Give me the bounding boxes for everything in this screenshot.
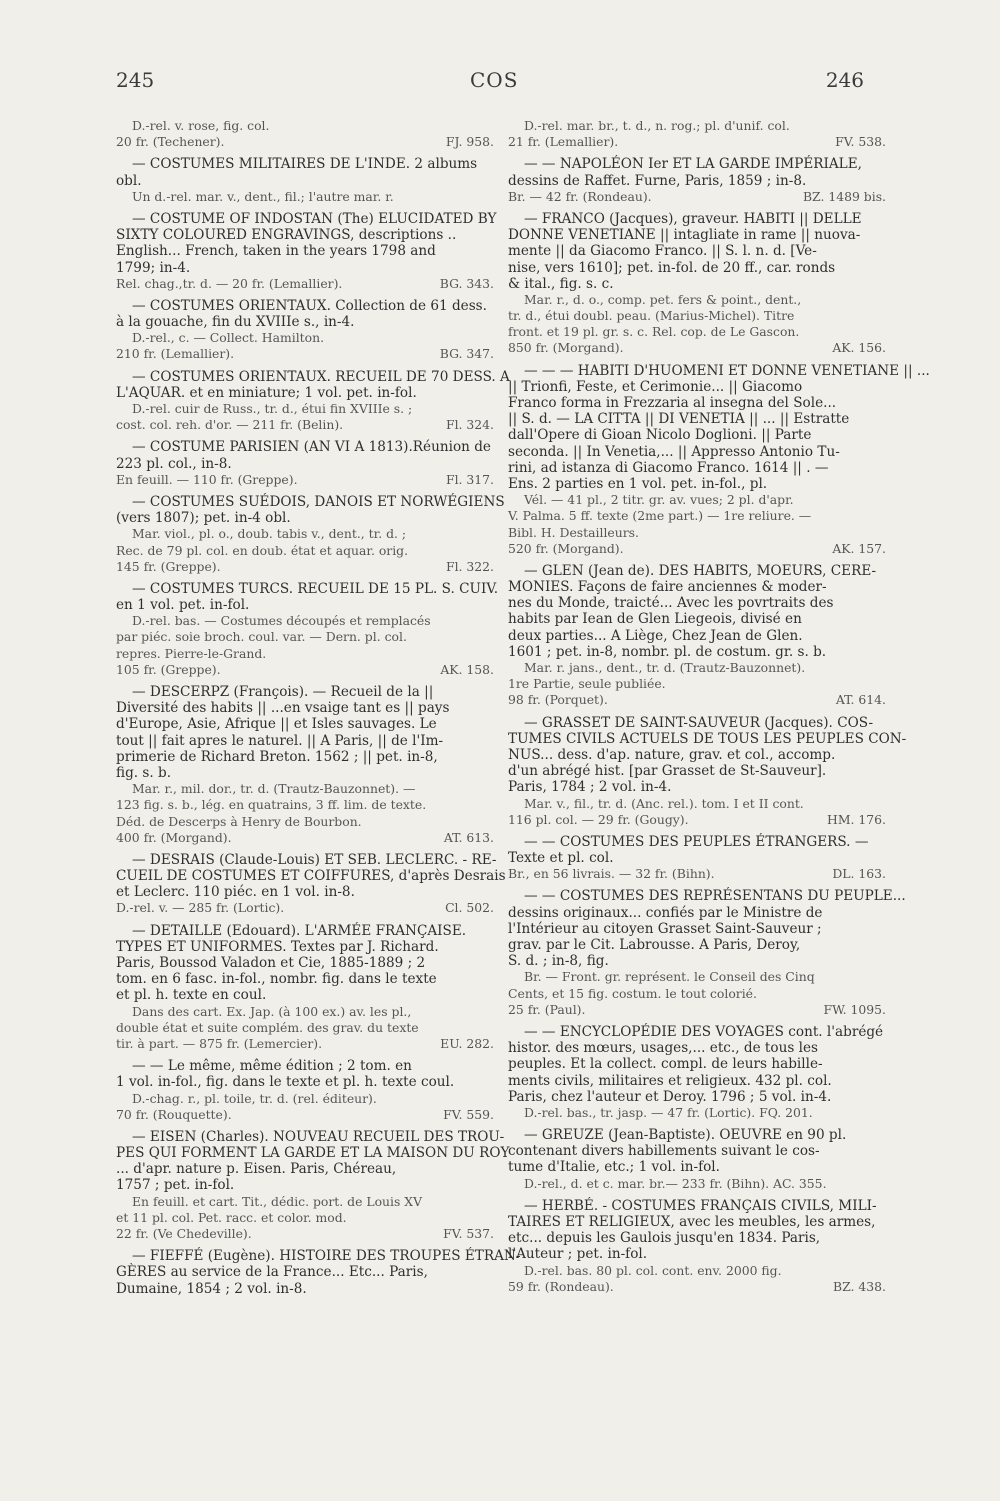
text-line: l'Auteur ; pet. in-fol. <box>508 1246 648 1263</box>
price-line <box>508 189 886 205</box>
price-line <box>508 340 886 356</box>
text-line: En feuill. et cart. Tit., dédic. port. de Louis XV <box>132 1193 423 1209</box>
text-line: D.-rel. bas. 80 pl. col. cont. env. 2000 fig. <box>524 1262 782 1278</box>
text-line: Br. — Front. gr. représent. le Conseil des Cinq <box>524 969 815 985</box>
text-line: TAIRES ET RELIGIEUX, avec les meubles, les armes, <box>508 1214 876 1230</box>
text-line: dall'Opere di Gioan Nicolo Doglioni. || Parte <box>508 427 812 444</box>
price-text: 145 fr. (Greppe). <box>116 558 221 574</box>
text-line: — — — HABITI D'HUOMENI ET DONNE VENETIANE || ... <box>524 362 930 379</box>
price-line <box>116 1226 494 1242</box>
text-line: D.-rel. mar. br., t. d., n. rog.; pl. d'unif. col. <box>524 118 790 133</box>
text-line: || S. d. — LA CITTA || DI VENETIA || ... || Estratte <box>508 411 850 428</box>
price-line <box>508 1002 886 1018</box>
price-line <box>116 559 494 575</box>
catalog-ref: BG. 347. <box>439 346 494 362</box>
text-line: 1re Partie, seule publiée. <box>508 676 666 692</box>
price-line <box>116 417 494 433</box>
text-line: et Leclerc. 110 piéc. en 1 vol. in-8. <box>116 884 355 901</box>
price-text: 22 fr. (Ve Chedeville). <box>116 1226 252 1241</box>
price-text: 210 fr. (Lemallier). <box>116 346 235 362</box>
text-line: S. d. ; in-8, fig. <box>508 953 609 970</box>
text-line: MONIES. Façons de faire anciennes & moder- <box>508 579 827 596</box>
text-line: D.-rel. cuir de Russ., tr. d., étui fin XVIIIe s. ; <box>132 401 413 416</box>
catalog-ref: AK. 158. <box>440 661 494 677</box>
text-line: D.-rel. bas., tr. jasp. — 47 fr. (Lortic). FQ. 201. <box>524 1104 813 1120</box>
text-line: D.-rel., c. — Collect. Hamilton. <box>132 330 325 346</box>
price-line <box>116 472 494 488</box>
text-line: SIXTY COLOURED ENGRAVINGS, descriptions .. <box>116 227 457 244</box>
text-line: — COSTUMES MILITAIRES DE L'INDE. 2 albums <box>132 156 478 173</box>
catalog-ref: BZ. 438. <box>833 1278 886 1294</box>
text-line: 223 pl. col., in-8. <box>116 455 232 472</box>
text-line: 1601 ; pet. in-8, nombr. pl. de costum. gr. s. b. <box>508 643 827 660</box>
catalog-ref: FV. 538. <box>835 134 886 150</box>
text-line: D.-rel. bas. — Costumes découpés et remplacés <box>132 613 431 629</box>
catalog-ref: EU. 282. <box>440 1035 494 1051</box>
text-line: — EISEN (Charles). NOUVEAU RECUEIL DES TROU- <box>132 1128 505 1145</box>
text-line: nise, vers 1610]; pet. in-fol. de 20 ff., car. ronds <box>508 259 836 276</box>
left-column <box>116 118 521 1297</box>
price-text: 116 pl. col. — 29 fr. (Gougy). <box>508 811 689 827</box>
text-line: TUMES CIVILS ACTUELS DE TOUS LES PEUPLES CON- <box>508 730 907 747</box>
catalog-ref: FJ. 958. <box>445 134 494 150</box>
text-line: — DESRAIS (Claude-Louis) ET SEB. LECLERC. - RE- <box>132 851 497 868</box>
text-line: GÈRES au service de la France... Etc... Paris, <box>116 1264 428 1281</box>
price-line <box>116 346 494 362</box>
text-line: Mar. viol., pl. o., doub. tabis v., dent., tr. d. ; <box>132 526 407 542</box>
text-line: (vers 1807); pet. in-4 obl. <box>116 510 291 527</box>
price-text: D.-rel. v. — 285 fr. (Lortic). <box>116 900 285 916</box>
catalog-ref: AT. 613. <box>443 829 494 845</box>
price-text: 59 fr. (Rondeau). <box>508 1278 614 1294</box>
text-line: et 11 pl. col. Pet. racc. et color. mod. <box>116 1209 347 1225</box>
price-line <box>508 541 886 557</box>
price-text: 105 fr. (Greppe). <box>116 661 221 677</box>
text-line: — — Le même, même édition ; 2 tom. en <box>132 1058 412 1075</box>
price-text: 400 fr. (Morgand). <box>116 829 232 845</box>
text-line: TYPES ET UNIFORMES. Textes par J. Richard. <box>116 938 439 955</box>
text-line: Cents, et 15 fig. costum. le tout colorié. <box>508 985 757 1001</box>
text-line: dessins de Raffet. Furne, Paris, 1859 ; in-8. <box>508 172 807 189</box>
text-line: Texte et pl. col. <box>508 850 614 867</box>
catalog-ref: FW. 1095. <box>823 1001 886 1017</box>
price-line <box>116 1107 494 1123</box>
price-line <box>508 812 886 828</box>
text-line: tr. d., étui doubl. peau. (Marius-Michel). Titre <box>508 308 795 324</box>
text-line: d'un abrégé hist. [par Grasset de St-Sauveur]. <box>508 763 827 780</box>
price-line <box>508 1279 886 1295</box>
text-line: etc... depuis les Gaulois jusqu'en 1834. Paris, <box>508 1230 821 1247</box>
text-line: front. et 19 pl. gr. s. c. Rel. cop. de Le Gascon. <box>508 324 800 340</box>
text-line: ments civils, militaires et religieux. 432 pl. col. <box>508 1072 832 1089</box>
catalog-ref: BG. 343. <box>439 275 494 291</box>
text-line: rini, ad istanza di Giacomo Franco. 1614 || . — <box>508 459 829 476</box>
text-line: — FRANCO (Jacques), graveur. HABITI || DELLE <box>524 210 862 227</box>
catalog-ref: BZ. 1489 bis. <box>802 188 886 204</box>
catalog-ref: Fl. 322. <box>445 558 494 574</box>
text-line: Paris, Boussod Valadon et Cie, 1885-1889 ; 2 <box>116 955 426 971</box>
text-line: seconda. || In Venetia,... || Appresso Antonio Tu- <box>508 443 840 460</box>
price-text: 520 fr. (Morgand). <box>508 540 624 556</box>
text-line: — DETAILLE (Edouard). L'ARMÉE FRANÇAISE. <box>132 922 467 939</box>
running-title: COS <box>470 68 519 92</box>
text-line: Bibl. H. Destailleurs. <box>508 524 639 540</box>
price-text: Br., en 56 livrais. — 32 fr. (Bihn). <box>508 866 715 882</box>
text-line: 123 fig. s. b., lég. en quatrains, 3 ff. lim. de texte. <box>116 797 427 813</box>
text-line: ... d'apr. nature p. Eisen. Paris, Chéreau, <box>116 1161 397 1178</box>
text-line: — COSTUMES TURCS. RECUEIL DE 15 PL. S. CUIV. <box>132 580 499 597</box>
text-line: habits par Iean de Glen Liegeois, divisé en <box>508 611 802 628</box>
text-line: mente || da Giacomo Franco. || S. l. n. d. [Ve- <box>508 243 817 260</box>
price-line <box>116 830 494 846</box>
text-line: Dumaine, 1854 ; 2 vol. in-8. <box>116 1280 307 1297</box>
text-line: obl. <box>116 172 142 189</box>
text-line: CUEIL DE COSTUMES ET COIFFURES, d'après Desrais <box>116 868 506 885</box>
text-line: — COSTUME PARISIEN (AN VI A 1813).Réunion de <box>132 439 491 456</box>
price-text: En feuill. — 110 fr. (Greppe). <box>116 471 298 487</box>
text-line: D.-chag. r., pl. toile, tr. d. (rel. éditeur). <box>132 1090 377 1106</box>
text-line: 1757 ; pet. in-fol. <box>116 1177 235 1194</box>
text-line: Déd. de Descerps à Henry de Bourbon. <box>116 813 362 829</box>
catalog-ref: FV. 537. <box>443 1226 494 1241</box>
catalog-ref: AT. 614. <box>835 692 886 708</box>
price-line <box>508 134 886 150</box>
catalog-ref: DL. 163. <box>832 866 886 882</box>
price-line <box>116 900 494 916</box>
price-line <box>508 692 886 708</box>
text-line: & ital., fig. s. c. <box>508 275 614 292</box>
text-line: Paris, chez l'auteur et Deroy. 1796 ; 5 vol. in-4. <box>508 1088 832 1105</box>
catalog-ref: HM. 176. <box>827 811 886 827</box>
text-line: — HERBÉ. - COSTUMES FRANÇAIS CIVILS, MILI- <box>524 1197 877 1214</box>
text-line: nes du Monde, traicté... Avec les povrtraits des <box>508 595 834 612</box>
text-line: — GLEN (Jean de). DES HABITS, MOEURS, CERE- <box>524 562 877 579</box>
text-line: grav. par le Cit. Labrousse. A Paris, Deroy, <box>508 937 801 953</box>
text-line: D.-rel., d. et c. mar. br.— 233 fr. (Bihn). AC. 355. <box>524 1175 827 1191</box>
text-line: dessins originaux... confiés par le Ministre de <box>508 904 823 921</box>
text-line: — DESCERPZ (François). — Recueil de la || <box>132 684 434 700</box>
price-text: 98 fr. (Porquet). <box>508 692 608 708</box>
text-line: Vél. — 41 pl., 2 titr. gr. av. vues; 2 pl. d'apr. <box>524 492 794 508</box>
price-text: 20 fr. (Techener). <box>116 134 225 150</box>
text-line: — COSTUME OF INDOSTAN (The) ELUCIDATED BY <box>132 210 497 227</box>
catalog-ref: AK. 157. <box>832 540 886 556</box>
text-line: — COSTUMES ORIENTAUX. Collection de 61 dess. <box>132 297 487 314</box>
text-line: repres. Pierre-le-Grand. <box>116 645 267 661</box>
text-line: tout || fait apres le naturel. || A Paris, || de l'Im- <box>116 732 444 749</box>
text-line: || Trionfi, Feste, et Cerimonie... || Giacomo <box>508 378 803 395</box>
text-line: Ens. 2 parties en 1 vol. pet. in-fol., pl. <box>508 475 768 492</box>
catalog-ref: FV. 559. <box>443 1106 494 1122</box>
price-text: 21 fr. (Lemallier). <box>508 134 619 150</box>
text-line: L'AQUAR. et en miniature; 1 vol. pet. in-fol. <box>116 384 417 401</box>
price-line <box>116 1036 494 1052</box>
price-text: Br. — 42 fr. (Rondeau). <box>508 188 652 204</box>
text-line: 1 vol. in-fol., fig. dans le texte et pl. h. texte coul. <box>116 1074 455 1091</box>
price-text: 850 fr. (Morgand). <box>508 340 624 356</box>
text-line: histor. des mœurs, usages,... etc., de tous les <box>508 1040 819 1057</box>
text-line: Franco forma in Frezzaria al insegna del Sole... <box>508 395 837 411</box>
text-line: — — COSTUMES DES PEUPLES ÉTRANGERS. — <box>524 833 869 850</box>
price-text: tir. à part. — 875 fr. (Lemercier). <box>116 1035 323 1051</box>
text-line: d'Europe, Asie, Afrique || et Isles sauvages. Le <box>116 716 437 733</box>
price-line <box>116 276 494 292</box>
catalog-ref: Cl. 502. <box>445 900 494 916</box>
text-line: Un d.-rel. mar. v., dent., fil.; l'autre mar. r. <box>132 188 394 204</box>
text-line: l'Intérieur au citoyen Grasset Saint-Sauveur ; <box>508 920 822 937</box>
text-line: Mar. r., mil. dor., tr. d. (Trautz-Bauzonnet). — <box>132 781 416 797</box>
text-line: primerie de Richard Breton. 1562 ; || pet. in-8, <box>116 748 438 765</box>
text-line: — — COSTUMES DES REPRÉSENTANS DU PEUPLE... <box>524 888 906 905</box>
catalog-ref: Fl. 324. <box>445 417 494 433</box>
text-line: à la gouache, fin du XVIIIe s., in-4. <box>116 314 355 331</box>
text-line: — COSTUMES SUÉDOIS, DANOIS ET NORWÉGIENS <box>132 493 505 510</box>
text-line: peuples. Et la collect. compl. de leurs habille- <box>508 1056 823 1073</box>
text-line: DONNE VENETIANE || intagliate in rame || nuova- <box>508 227 861 244</box>
price-text: cost. col. reh. d'or. — 211 fr. (Belin). <box>116 417 344 433</box>
text-line: contenant divers habillements suivant le cos- <box>508 1143 820 1160</box>
text-line: 1799; in-4. <box>116 259 191 276</box>
text-line: PES QUI FORMENT LA GARDE ET LA MAISON DU ROY <box>116 1145 510 1162</box>
text-line: — FIEFFÉ (Eugène). HISTOIRE DES TROUPES ÉTRAN- <box>132 1248 521 1265</box>
text-line: Diversité des habits || ...en vsaige tant es || pays <box>116 700 450 717</box>
price-line <box>116 134 494 150</box>
text-line: — GREUZE (Jean-Baptiste). OEUVRE en 90 pl. <box>524 1127 847 1144</box>
catalog-ref: Fl. 317. <box>445 471 494 487</box>
catalog-ref: AK. 156. <box>832 340 886 356</box>
left-page-number: 245 <box>116 68 155 92</box>
text-line: — GRASSET DE SAINT-SAUVEUR (Jacques). COS- <box>524 714 874 731</box>
text-line: — — ENCYCLOPÉDIE DES VOYAGES cont. l'abrégé <box>524 1023 884 1040</box>
text-line: deux parties... A Liège, Chez Jean de Glen. <box>508 627 803 644</box>
text-line: par piéc. soie broch. coul. var. — Dern. pl. col. <box>116 629 407 645</box>
text-line: Mar. r., d. o., comp. pet. fers & point., dent., <box>524 291 802 307</box>
text-line: tom. en 6 fasc. in-fol., nombr. fig. dans le texte <box>116 971 437 988</box>
text-line: English... French, taken in the years 1798 and <box>116 243 436 260</box>
text-line: Dans des cart. Ex. Jap. (à 100 ex.) av. les pl., <box>132 1003 412 1019</box>
price-line <box>116 662 494 678</box>
text-line: en 1 vol. pet. in-fol. <box>116 597 250 614</box>
text-line: NUS... dess. d'ap. nature, grav. et col., accomp. <box>508 746 836 763</box>
text-line: — — NAPOLÉON Ier ET LA GARDE IMPÉRIALE, <box>524 156 862 173</box>
text-line: tume d'Italie, etc.; 1 vol. in-fol. <box>508 1159 720 1176</box>
text-line: V. Palma. 5 ff. texte (2me part.) — 1re reliure. — <box>508 508 812 524</box>
price-text: Rel. chag.,tr. d. — 20 fr. (Lemallier). <box>116 275 343 291</box>
text-line: — COSTUMES ORIENTAUX. RECUEIL DE 70 DESS. A <box>132 368 510 385</box>
text-line: double état et suite complém. des grav. du texte <box>116 1019 419 1035</box>
text-line: Paris, 1784 ; 2 vol. in-4. <box>508 779 672 796</box>
price-line <box>508 866 886 882</box>
text-line: Mar. v., fil., tr. d. (Anc. rel.). tom. I et II cont. <box>524 795 804 811</box>
right-column <box>508 118 930 1295</box>
text-line: D.-rel. v. rose, fig. col. <box>132 118 270 133</box>
text-line: fig. s. b. <box>116 764 172 781</box>
price-text: 25 fr. (Paul). <box>508 1001 586 1017</box>
text-line: Mar. r. jans., dent., tr. d. (Trautz-Bauzonnet). <box>524 660 806 675</box>
text-line: et pl. h. texte en coul. <box>116 987 267 1004</box>
text-line: Rec. de 79 pl. col. en doub. état et aquar. orig. <box>116 542 409 558</box>
price-text: 70 fr. (Rouquette). <box>116 1106 232 1122</box>
right-page-number: 246 <box>825 68 864 92</box>
